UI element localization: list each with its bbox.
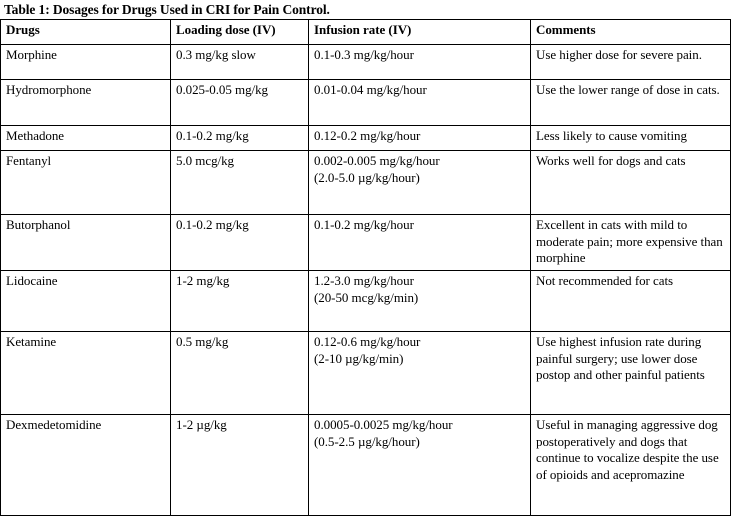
infusion-rate-line-1: 0.0005-0.0025 mg/kg/hour [314, 417, 453, 432]
cell-loading-dose: 0.5 mg/kg [171, 332, 309, 415]
infusion-rate-line-1: 0.12-0.2 mg/kg/hour [314, 128, 421, 143]
infusion-rate-line-1: 0.1-0.3 mg/kg/hour [314, 47, 414, 62]
table-row [1, 80, 731, 126]
cell-infusion-rate [309, 415, 531, 516]
cell-comments: Less likely to cause vomiting [531, 126, 731, 151]
column-header-drugs: Drugs [1, 20, 171, 45]
table-caption: Table 1: Dosages for Drugs Used in CRI for Pain Control. [4, 2, 330, 17]
cell-infusion-rate [309, 126, 531, 151]
cell-comments: Works well for dogs and cats [531, 151, 731, 215]
column-header-infusion-rate: Infusion rate (IV) [309, 20, 531, 45]
cell-loading-dose: 5.0 mcg/kg [171, 151, 309, 215]
cell-comments: Use the lower range of dose in cats. [531, 80, 731, 126]
cell-infusion-rate [309, 45, 531, 80]
infusion-rate-line-2: (2-10 µg/kg/min) [314, 350, 404, 366]
infusion-rate-line-2: (0.5-2.5 µg/kg/hour) [314, 433, 420, 449]
table-row [1, 415, 731, 516]
table-row [1, 271, 731, 332]
table-row [1, 151, 731, 215]
cell-drug: Fentanyl [1, 151, 171, 215]
infusion-rate-line-1: 0.01-0.04 mg/kg/hour [314, 82, 427, 97]
cell-loading-dose: 0.1-0.2 mg/kg [171, 126, 309, 151]
cell-loading-dose: 0.3 mg/kg slow [171, 45, 309, 80]
cell-comments: Useful in managing aggressive dog postoperatively and dogs that continue to vocalize despite the use of opioids and acepromazine [531, 415, 731, 516]
cell-loading-dose: 1-2 mg/kg [171, 271, 309, 332]
table-row [1, 332, 731, 415]
cell-drug: Dexmedetomidine [1, 415, 171, 516]
cell-drug: Ketamine [1, 332, 171, 415]
table-row [1, 126, 731, 151]
cell-drug: Hydromorphone [1, 80, 171, 126]
cell-loading-dose: 1-2 µg/kg [171, 415, 309, 516]
table-header-row [1, 20, 731, 45]
cell-comments: Use higher dose for severe pain. [531, 45, 731, 80]
cell-loading-dose: 0.1-0.2 mg/kg [171, 215, 309, 271]
cell-drug: Methadone [1, 126, 171, 151]
infusion-rate-line-2: (20-50 mcg/kg/min) [314, 289, 419, 305]
cell-infusion-rate [309, 332, 531, 415]
cell-loading-dose: 0.025-0.05 mg/kg [171, 80, 309, 126]
table-row [1, 45, 731, 80]
cell-comments: Not recommended for cats [531, 271, 731, 332]
cell-drug: Lidocaine [1, 271, 171, 332]
table-row [1, 215, 731, 271]
infusion-rate-line-1: 1.2-3.0 mg/kg/hour [314, 273, 414, 288]
column-header-comments: Comments [531, 20, 731, 45]
cell-drug: Butorphanol [1, 215, 171, 271]
cell-infusion-rate [309, 151, 531, 215]
infusion-rate-line-2: (2.0-5.0 µg/kg/hour) [314, 169, 420, 185]
cell-infusion-rate [309, 215, 531, 271]
column-header-loading-dose: Loading dose (IV) [171, 20, 309, 45]
infusion-rate-line-1: 0.12-0.6 mg/kg/hour [314, 334, 421, 349]
infusion-rate-line-1: 0.002-0.005 mg/kg/hour [314, 153, 440, 168]
cell-infusion-rate [309, 271, 531, 332]
cri-dosage-table [0, 19, 731, 516]
cell-drug: Morphine [1, 45, 171, 80]
cell-comments: Excellent in cats with mild to moderate pain; more expensive than morphine [531, 215, 731, 271]
cell-infusion-rate [309, 80, 531, 126]
infusion-rate-line-1: 0.1-0.2 mg/kg/hour [314, 217, 414, 232]
cell-comments: Use highest infusion rate during painful surgery; use lower dose postop and other painful patients [531, 332, 731, 415]
